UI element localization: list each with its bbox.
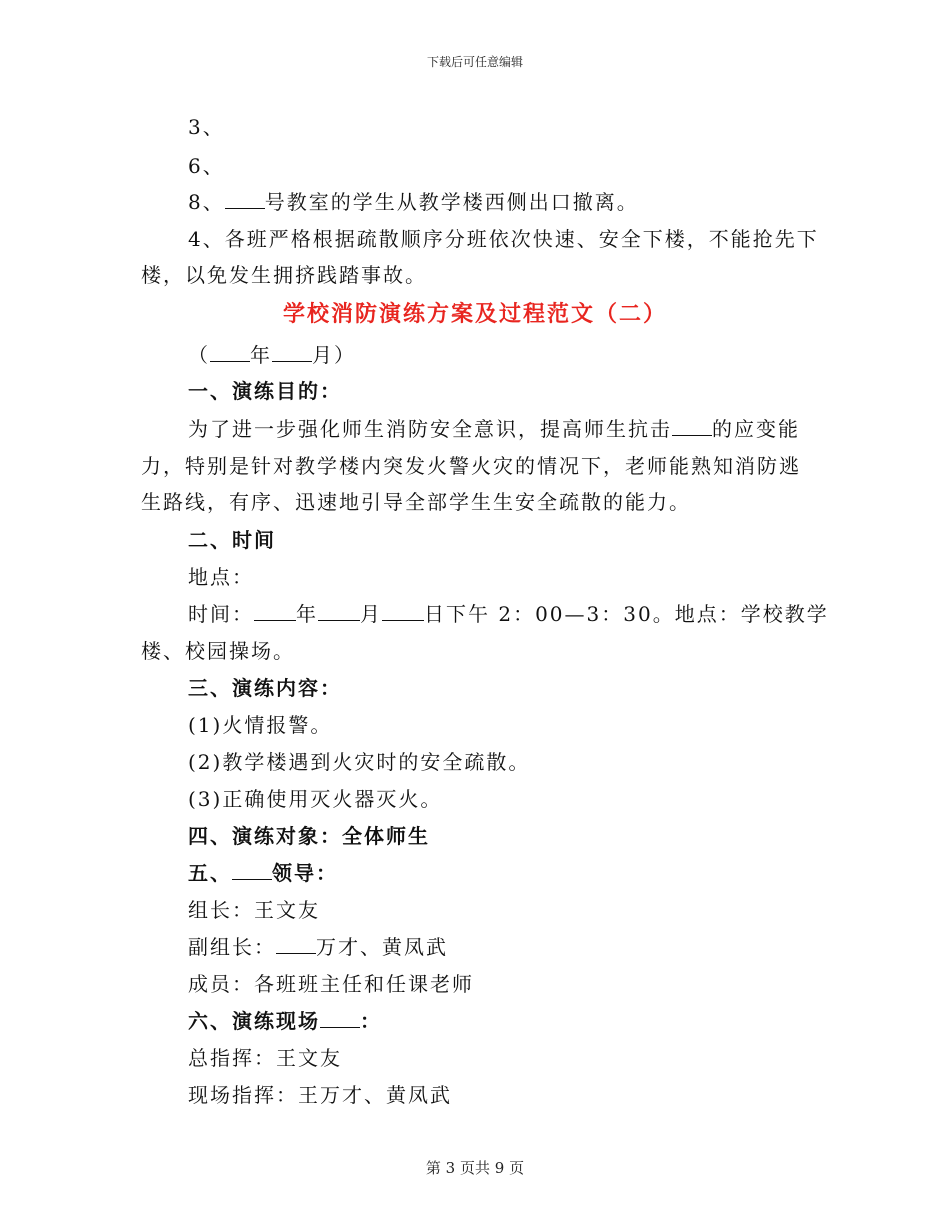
list-item: (2)教学楼遇到火灾时的安全疏散。 [188,750,531,774]
text-line [188,934,858,960]
text-fragment: 日下午 2：00—3：30。地点：学校教学 [424,602,829,626]
fill-blank [672,417,712,436]
date-line [188,342,858,368]
text-fragment: 月 [360,602,382,626]
text-fragment: 六、演练现场 [188,1009,320,1033]
fill-blank [318,602,360,621]
paragraph-line: 楼、校园操场。 [141,639,295,663]
fill-blank [272,343,312,362]
text-fragment: 的应变能 [712,417,800,441]
fill-blank [254,602,296,621]
paragraph-line: 4、各班严格根据疏散顺序分班依次快速、安全下楼，不能抢先下 [188,227,819,251]
text-fragment: 年 [296,602,318,626]
fill-blank [232,861,272,880]
text-fragment: 时间： [188,602,254,626]
fill-blank [225,190,265,209]
text-line: 地点： [188,565,254,589]
paragraph-line [188,416,858,442]
paragraph-line: 生路线，有序、迅速地引导全部学生生安全疏散的能力。 [141,490,691,514]
heading: 一、演练目的： [188,379,342,403]
heading: 四、演练对象：全体师生 [188,824,430,848]
text-fragment: ： [360,1009,382,1033]
text-fragment: （ [188,343,210,367]
text-line: 组长：王文友 [188,898,320,922]
text-fragment: 月） [312,343,356,367]
text-fragment: 万才、黄凤武 [316,935,448,959]
page-header: 下载后可任意编辑 [426,55,523,69]
heading [188,1008,858,1034]
fill-blank [320,1009,360,1028]
text-fragment: 8、 [188,190,225,214]
page-footer: 第 3 页共 9 页 [425,1159,525,1177]
list-item [188,189,858,215]
text-fragment: 领导： [272,861,338,885]
list-item: (3)正确使用灭火器灭火。 [188,787,443,811]
paragraph-line: 楼，以免发生拥挤践踏事故。 [141,263,427,287]
text-line: 成员：各班班主任和任课老师 [188,972,474,996]
text-fragment: 为了进一步强化师生消防安全意识，提高师生抗击 [188,417,672,441]
text-fragment: 五、 [188,861,232,885]
list-item: 3、 [188,115,225,139]
text-line: 现场指挥：王万才、黄凤武 [188,1083,452,1107]
text-fragment: 副组长： [188,935,276,959]
fill-blank [210,343,250,362]
fill-blank [276,935,316,954]
heading [188,860,858,886]
time-line [188,601,858,627]
text-fragment: 号教室的学生从教学楼西侧出口撤离。 [264,190,639,214]
text-line: 总指挥：王文友 [188,1046,342,1070]
section-title: 学校消防演练方案及过程范文（二） [282,301,667,327]
fill-blank [382,602,424,621]
list-item: 6、 [188,154,225,178]
paragraph-line: 力，特别是针对教学楼内突发火警火灾的情况下，老师能熟知消防逃 [141,454,801,478]
text-fragment: 年 [250,343,272,367]
heading: 二、时间 [188,528,276,552]
heading: 三、演练内容： [188,676,342,700]
list-item: (1)火情报警。 [188,713,333,737]
